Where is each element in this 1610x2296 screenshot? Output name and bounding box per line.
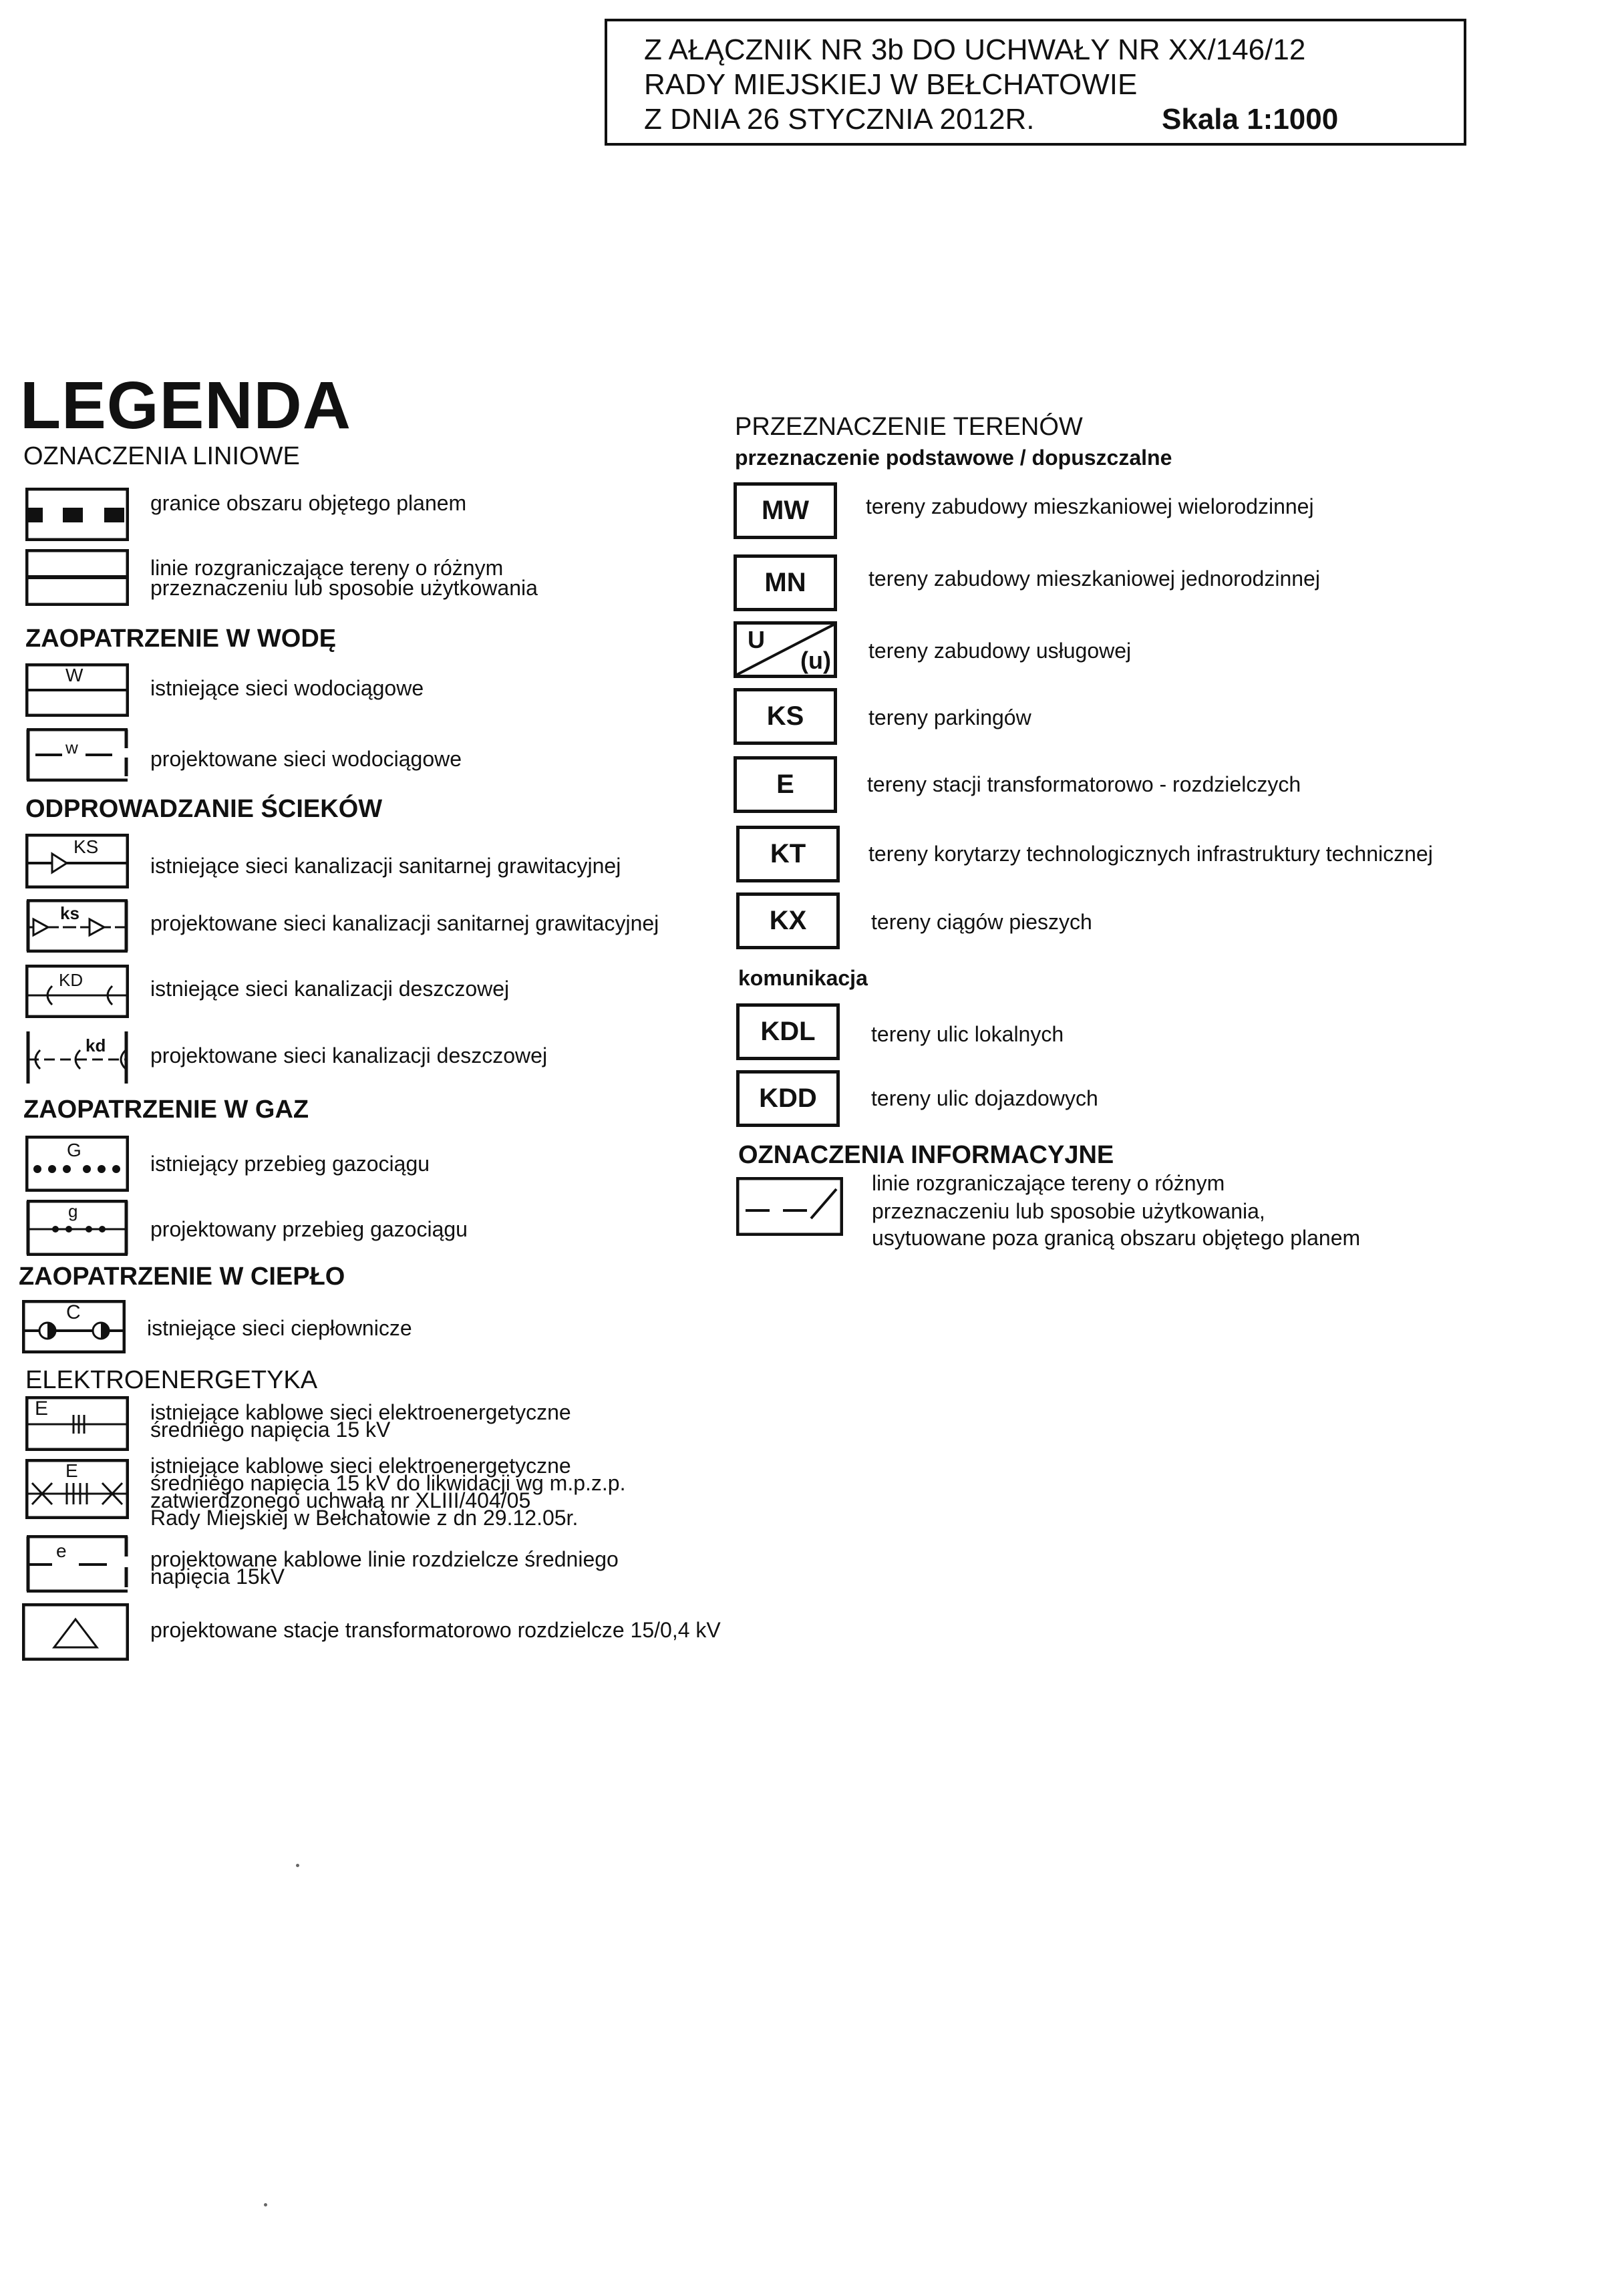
symbol-label-storm-planned: kd [86,1035,106,1055]
desc-storm-existing: istniejące sieci kanalizacji deszczowej [150,977,510,1001]
section-title-elektro: ELEKTROENERGETYKA [25,1366,318,1394]
desc-kt: tereny korytarzy technologicznych infrastruktury technicznej [868,842,1433,866]
symbol-sewer-existing [25,834,129,888]
symbol-label-gas-planned: g [68,1201,78,1221]
section-title-informacyjne: OZNACZENIA INFORMACYJNE [738,1141,1114,1169]
desc-power-remove-4: Rady Miejskiej w Bełchatowie z dn 29.12.05r. [150,1506,579,1530]
symbol-gas-existing [25,1136,129,1192]
desc-dividing-lines-2: przeznaczeniu lub sposobie użytkowania [150,576,538,600]
symbol-heat-existing [22,1300,126,1353]
scan-speck [264,2203,267,2206]
code-u-secondary: (u) [800,647,831,674]
section-subtitle-przeznaczenie: przeznaczenie podstawowe / dopuszczalne [735,446,1172,470]
symbol-power-planned [25,1535,129,1593]
desc-sewer-planned: projektowane sieci kanalizacji sanitarnej grawitacyjnej [150,911,659,935]
desc-dividing-lines-1: linie rozgraniczające tereny o różnym [150,556,504,580]
desc-kdl: tereny ulic lokalnych [871,1022,1064,1046]
legend-title: LEGENDA [20,368,351,443]
header-box [605,19,1466,146]
symbol-label-sewer-existing: KS [73,836,99,857]
section-title-przeznaczenie: PRZEZNACZENIE TERENÓW [735,413,1083,441]
desc-info-1: linie rozgraniczające tereny o różnym [872,1171,1225,1195]
symbol-sewer-planned [25,899,129,953]
code-box-mn: MN [734,554,837,611]
symbol-label-sewer-planned: ks [60,903,79,923]
code-box-kx: KX [736,892,840,949]
symbol-label-water-planned: w [65,737,78,758]
desc-transformer-station: projektowane stacje transformatorowo rozdzielcze 15/0,4 kV [150,1618,721,1642]
desc-heat-existing: istniejące sieci ciepłownicze [147,1316,412,1340]
code-box-ks: KS [734,688,837,745]
desc-power-existing-1: istniejące kablowe sieci elektroenergetyczne [150,1400,571,1424]
desc-gas-planned: projektowany przebieg gazociągu [150,1217,468,1241]
code-box-e: E [734,756,837,813]
desc-sewer-existing: istniejące sieci kanalizacji sanitarnej grawitacyjnej [150,854,621,878]
symbol-plan-boundary [25,488,129,541]
symbol-power-existing [25,1396,129,1451]
header-scale: Skala 1:1000 [1162,103,1339,136]
symbol-gas-planned [25,1200,129,1256]
symbol-water-existing [25,663,129,717]
code-box-u [734,621,837,678]
symbol-label-power-to-remove: E [65,1460,78,1481]
symbol-label-power-planned: e [56,1540,67,1561]
symbol-label-storm-existing: KD [59,970,84,990]
desc-e: tereny stacji transformatorowo - rozdzielczych [867,772,1301,796]
symbol-label-water-existing: W [65,665,84,685]
desc-info-3: usytuowane poza granicą obszaru objętego planem [872,1226,1361,1250]
header-line-3: Z DNIA 26 STYCZNIA 2012R. [644,103,1035,136]
symbol-storm-planned [25,1030,129,1085]
desc-kdd: tereny ulic dojazdowych [871,1086,1098,1110]
header-line-2: RADY MIEJSKIEJ W BEŁCHATOWIE [644,68,1138,101]
section-title-scieki: ODPROWADZANIE ŚCIEKÓW [25,795,383,823]
desc-plan-boundary: granice obszaru objętego planem [150,491,467,515]
desc-storm-planned: projektowane sieci kanalizacji deszczowej [150,1043,548,1068]
symbol-power-to-remove [25,1459,129,1519]
symbol-label-power-existing: E [35,1398,49,1420]
symbol-label-gas-existing: G [67,1140,82,1160]
symbol-water-planned [25,728,129,782]
desc-u: tereny zabudowy usługowej [868,639,1132,663]
section-title-gaz: ZAOPATRZENIE W GAZ [23,1096,309,1124]
symbol-transformer-station [22,1603,129,1661]
desc-gas-existing: istniejący przebieg gazociągu [150,1152,430,1176]
code-box-kdd: KDD [736,1070,840,1127]
header-line-1: Z AŁĄCZNIK NR 3b DO UCHWAŁY NR XX/146/12 [644,33,1306,66]
desc-mw: tereny zabudowy mieszkaniowej wielorodzinnej [866,494,1314,518]
symbol-info-lines [736,1177,843,1236]
desc-water-existing: istniejące sieci wodociągowe [150,676,424,700]
section-title-liniowe: OZNACZENIA LINIOWE [23,442,300,470]
symbol-label-heat-existing: C [66,1301,81,1323]
desc-power-planned-1: projektowane kablowe linie rozdzielcze średniego [150,1547,619,1571]
desc-power-remove-2: średniego napięcia 15 kV do likwidacji wg m.p.z.p. [150,1471,626,1495]
desc-kx: tereny ciągów pieszych [871,910,1092,934]
section-title-komunikacja: komunikacja [738,966,868,990]
code-u-main: U [748,626,765,653]
code-box-kt: KT [736,826,840,882]
section-title-woda: ZAOPATRZENIE W WODĘ [25,625,337,653]
desc-water-planned: projektowane sieci wodociągowe [150,747,462,771]
section-title-cieplo: ZAOPATRZENIE W CIEPŁO [19,1263,345,1291]
code-box-mw: MW [734,482,837,539]
desc-ks: tereny parkingów [868,705,1031,729]
desc-power-planned-2: napięcia 15kV [150,1565,285,1589]
desc-mn: tereny zabudowy mieszkaniowej jednorodzinnej [868,566,1320,591]
symbol-dividing-lines [25,549,129,606]
code-box-kdl: KDL [736,1003,840,1060]
desc-power-remove-1: istniejące kablowe sieci elektroenergetyczne [150,1454,571,1478]
symbol-storm-existing [25,965,129,1018]
desc-info-2: przeznaczeniu lub sposobie użytkowania, [872,1199,1265,1223]
desc-power-existing-2: średniego napięcia 15 kV [150,1418,391,1442]
scan-speck [296,1864,299,1867]
desc-power-remove-3: zatwierdzonego uchwałą nr XLIII/404/05 [150,1488,531,1512]
